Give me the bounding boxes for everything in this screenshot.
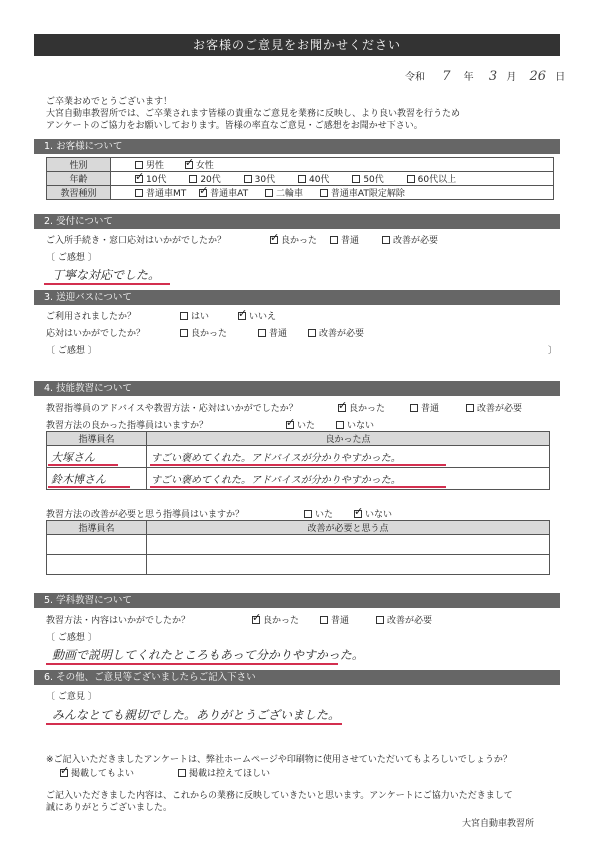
age-label: 年齢 [47, 172, 111, 186]
closing-line-1: ご記入いただきました内容は、これからの業務に反映していきたいと思います。アンケートにご協力いただきまして [46, 791, 513, 801]
at-label: 普通車AT [210, 189, 249, 199]
checkbox-s4-normal[interactable] [410, 404, 418, 412]
s5-question: 教習方法・内容はいかがでしたか？ [46, 616, 191, 626]
consent-yes-label: 掲載してもよい [71, 769, 135, 779]
checkbox-age-60[interactable] [407, 175, 415, 183]
checkbox-s5-normal[interactable] [320, 616, 328, 624]
good-instructor-1-point[interactable]: すごい褒めてくれた。アドバイスが分かりやすかった。 [151, 453, 401, 464]
checkbox-s3-good[interactable] [180, 329, 188, 337]
improve-col-name: 指導員名 [47, 521, 147, 535]
s4-good-yes-label: いた [297, 421, 316, 431]
checkbox-age-20[interactable] [189, 175, 197, 183]
organization-name: 大宮自動車教習所 [462, 819, 535, 829]
section-1-header: 1. お客様について [34, 139, 560, 154]
underline-point-2 [150, 486, 446, 488]
checkbox-age-30[interactable] [244, 175, 252, 183]
date-year-unit: 年 [463, 72, 474, 83]
s4-q1-row [46, 401, 566, 414]
checkbox-s4-bad-instructor-no[interactable] [354, 510, 362, 518]
gender-options [111, 158, 554, 172]
s3-q2: 応対はいかがでしたか？ [46, 329, 146, 339]
intro-text [46, 96, 566, 132]
improve-instructor-table [46, 520, 550, 575]
female-label: 女性 [195, 161, 214, 171]
s2-comment-label: 〔 ご感想 〕 [46, 253, 97, 263]
checkbox-consent-yes[interactable] [60, 769, 68, 777]
s4-q1: 教習指導員のアドバイスや教習方法・応対はいかがでしたか？ [46, 404, 298, 414]
good-instructor-1-name[interactable]: 大塚さん [51, 450, 95, 464]
s4-good-label: 良かった [349, 404, 386, 414]
checkbox-s2-normal[interactable] [330, 236, 338, 244]
consent-options [60, 766, 360, 779]
date-era: 令和 [405, 72, 425, 83]
s2-normal-label: 普通 [341, 236, 360, 246]
s4-good-no-label: いない [347, 421, 375, 431]
checkbox-s5-good[interactable] [252, 616, 260, 624]
s3-q1: ご利用されましたか？ [46, 312, 137, 322]
checkbox-female[interactable] [185, 161, 193, 169]
s3-comment-label: 〔 ご感想 〕 [46, 346, 97, 356]
checkbox-age-10[interactable] [135, 175, 143, 183]
s5-question-row [46, 613, 566, 626]
age-30-label: 30代 [254, 175, 276, 185]
good-instructor-table [46, 431, 550, 490]
date-month[interactable]: 3 [488, 69, 498, 84]
s2-question-row [46, 233, 439, 246]
s4-q2-row [46, 418, 566, 431]
age-40-label: 40代 [308, 175, 330, 185]
age-options [111, 172, 554, 186]
date-year[interactable]: 7 [442, 69, 451, 84]
good-col-point: 良かった点 [147, 432, 550, 446]
age-20-label: 20代 [200, 175, 221, 185]
motorcycle-label: 二輪車 [275, 189, 303, 199]
s4-normal-label: 普通 [421, 404, 440, 414]
section-4-header: 4. 技能教習について [34, 381, 560, 396]
s4-bad-yes-label: いた [315, 510, 334, 520]
s6-comment-label: 〔 ご意見 〕 [46, 692, 97, 702]
s3-improve-label: 改善が必要 [319, 329, 365, 339]
s3-no-label: いいえ [249, 312, 277, 322]
checkbox-s2-good[interactable] [270, 236, 278, 244]
s4-improve-label: 改善が必要 [477, 404, 523, 414]
s2-comment[interactable]: 丁寧な対応でした。 [52, 268, 161, 282]
checkbox-s4-good-instructor-no[interactable] [336, 421, 344, 429]
mt-label: 普通車MT [146, 189, 187, 199]
s5-improve-label: 改善が必要 [387, 616, 433, 626]
checkbox-s4-good-instructor-yes[interactable] [286, 421, 294, 429]
s5-comment-underline [46, 663, 338, 665]
checkbox-s3-yes[interactable] [180, 312, 188, 320]
improve-col-point: 改善が必要と思う点 [147, 521, 550, 535]
s5-good-label: 良かった [263, 616, 300, 626]
s6-comment-underline [46, 723, 342, 725]
s5-normal-label: 普通 [331, 616, 350, 626]
s5-comment-label: 〔 ご感想 〕 [46, 633, 97, 643]
s4-q3: 教習方法の改善が必要と思う指導員はいますか？ [46, 510, 245, 520]
underline-name-1 [48, 464, 118, 466]
date-day-unit: 日 [555, 72, 566, 83]
s3-good-label: 良かった [191, 329, 228, 339]
intro-line-1: ご卒業おめでとうございます！ [46, 97, 173, 107]
date-month-unit: 月 [506, 72, 517, 83]
checkbox-at[interactable] [199, 189, 207, 197]
course-type-options [111, 186, 554, 200]
s2-question: ご入所手続き・窓口応対はいかがでしたか？ [46, 236, 227, 246]
s3-q1-row [46, 309, 546, 322]
course-type-label: 教習種別 [47, 186, 111, 200]
s2-improve-label: 改善が必要 [393, 236, 439, 246]
age-60-label: 60代以上 [417, 175, 457, 185]
s3-yes-label: はい [191, 312, 210, 322]
checkbox-mt[interactable] [135, 189, 143, 197]
checkbox-s2-improve[interactable] [382, 236, 390, 244]
intro-line-2: 大宮自動車教習所では、ご卒業されます皆様の貴重なご意見を業務に反映し、より良い教習を行うため [46, 109, 461, 119]
survey-title: お客様のご意見をお聞かせください [34, 34, 560, 56]
good-col-name: 指導員名 [47, 432, 147, 446]
checkbox-s5-improve[interactable] [376, 616, 384, 624]
customer-info-table [46, 157, 554, 200]
checkbox-age-40[interactable] [298, 175, 306, 183]
checkbox-s4-good[interactable] [338, 404, 346, 412]
table-row [47, 555, 550, 575]
section-3-header: 3. 送迎バスについて [34, 290, 560, 305]
s4-bad-no-label: いない [365, 510, 393, 520]
checkbox-s3-no[interactable] [238, 312, 246, 320]
male-label: 男性 [146, 161, 165, 171]
consent-question: ※ご記入いただきましたアンケートは、弊社ホームページや印刷物に使用させていただいてもよろしいでしょうか？ [46, 755, 512, 765]
section-2-header: 2. 受付について [34, 214, 560, 229]
age-50-label: 50代 [363, 175, 384, 185]
checkbox-male[interactable] [135, 161, 143, 169]
good-instructor-2-point[interactable]: すごい褒めてくれた。アドバイスが分かりやすかった。 [151, 475, 401, 486]
date [405, 68, 565, 84]
s3-comment-end: 〕 [548, 346, 558, 356]
at-limit-label: 普通車AT限定解除 [330, 189, 405, 199]
s4-q2: 教習方法の良かった指導員はいますか？ [46, 421, 209, 431]
underline-name-2 [48, 486, 130, 488]
checkbox-age-50[interactable] [352, 175, 360, 183]
checkbox-s4-improve[interactable] [466, 404, 474, 412]
checkbox-at-limit[interactable] [320, 189, 328, 197]
consent-no-label: 掲載は控えてほしい [189, 769, 271, 779]
s3-normal-label: 普通 [269, 329, 288, 339]
s6-comment[interactable]: みんなとても親切でした。ありがとうございました。 [52, 708, 341, 722]
good-instructor-2-name[interactable]: 鈴木博さん [51, 472, 106, 486]
s5-comment[interactable]: 動画で説明してくれたところもあって分かりやすかった。 [52, 648, 364, 662]
s3-q2-row [46, 326, 546, 339]
s2-comment-underline [44, 283, 170, 285]
underline-point-1 [150, 464, 446, 466]
checkbox-s3-normal[interactable] [258, 329, 266, 337]
table-row [47, 535, 550, 555]
age-10-label: 10代 [146, 175, 167, 185]
date-day[interactable]: 26 [529, 69, 547, 84]
gender-label: 性別 [47, 158, 111, 172]
closing-line-2: 誠にありがとうございました。 [46, 803, 173, 813]
intro-line-3: アンケートのご協力をお願いしております。皆様の率直なご意見・ご感想をお聞かせ下さい。 [46, 121, 423, 131]
section-5-header: 5. 学科教習について [34, 593, 560, 608]
checkbox-motorcycle[interactable] [265, 189, 273, 197]
s4-q3-row [46, 507, 566, 520]
section-6-header: 6. その他、ご意見等ございましたらご記入下さい [34, 670, 560, 685]
checkbox-consent-no[interactable] [178, 769, 186, 777]
checkbox-s3-improve[interactable] [308, 329, 316, 337]
checkbox-s4-bad-instructor-yes[interactable] [304, 510, 312, 518]
s2-good-label: 良かった [281, 236, 318, 246]
